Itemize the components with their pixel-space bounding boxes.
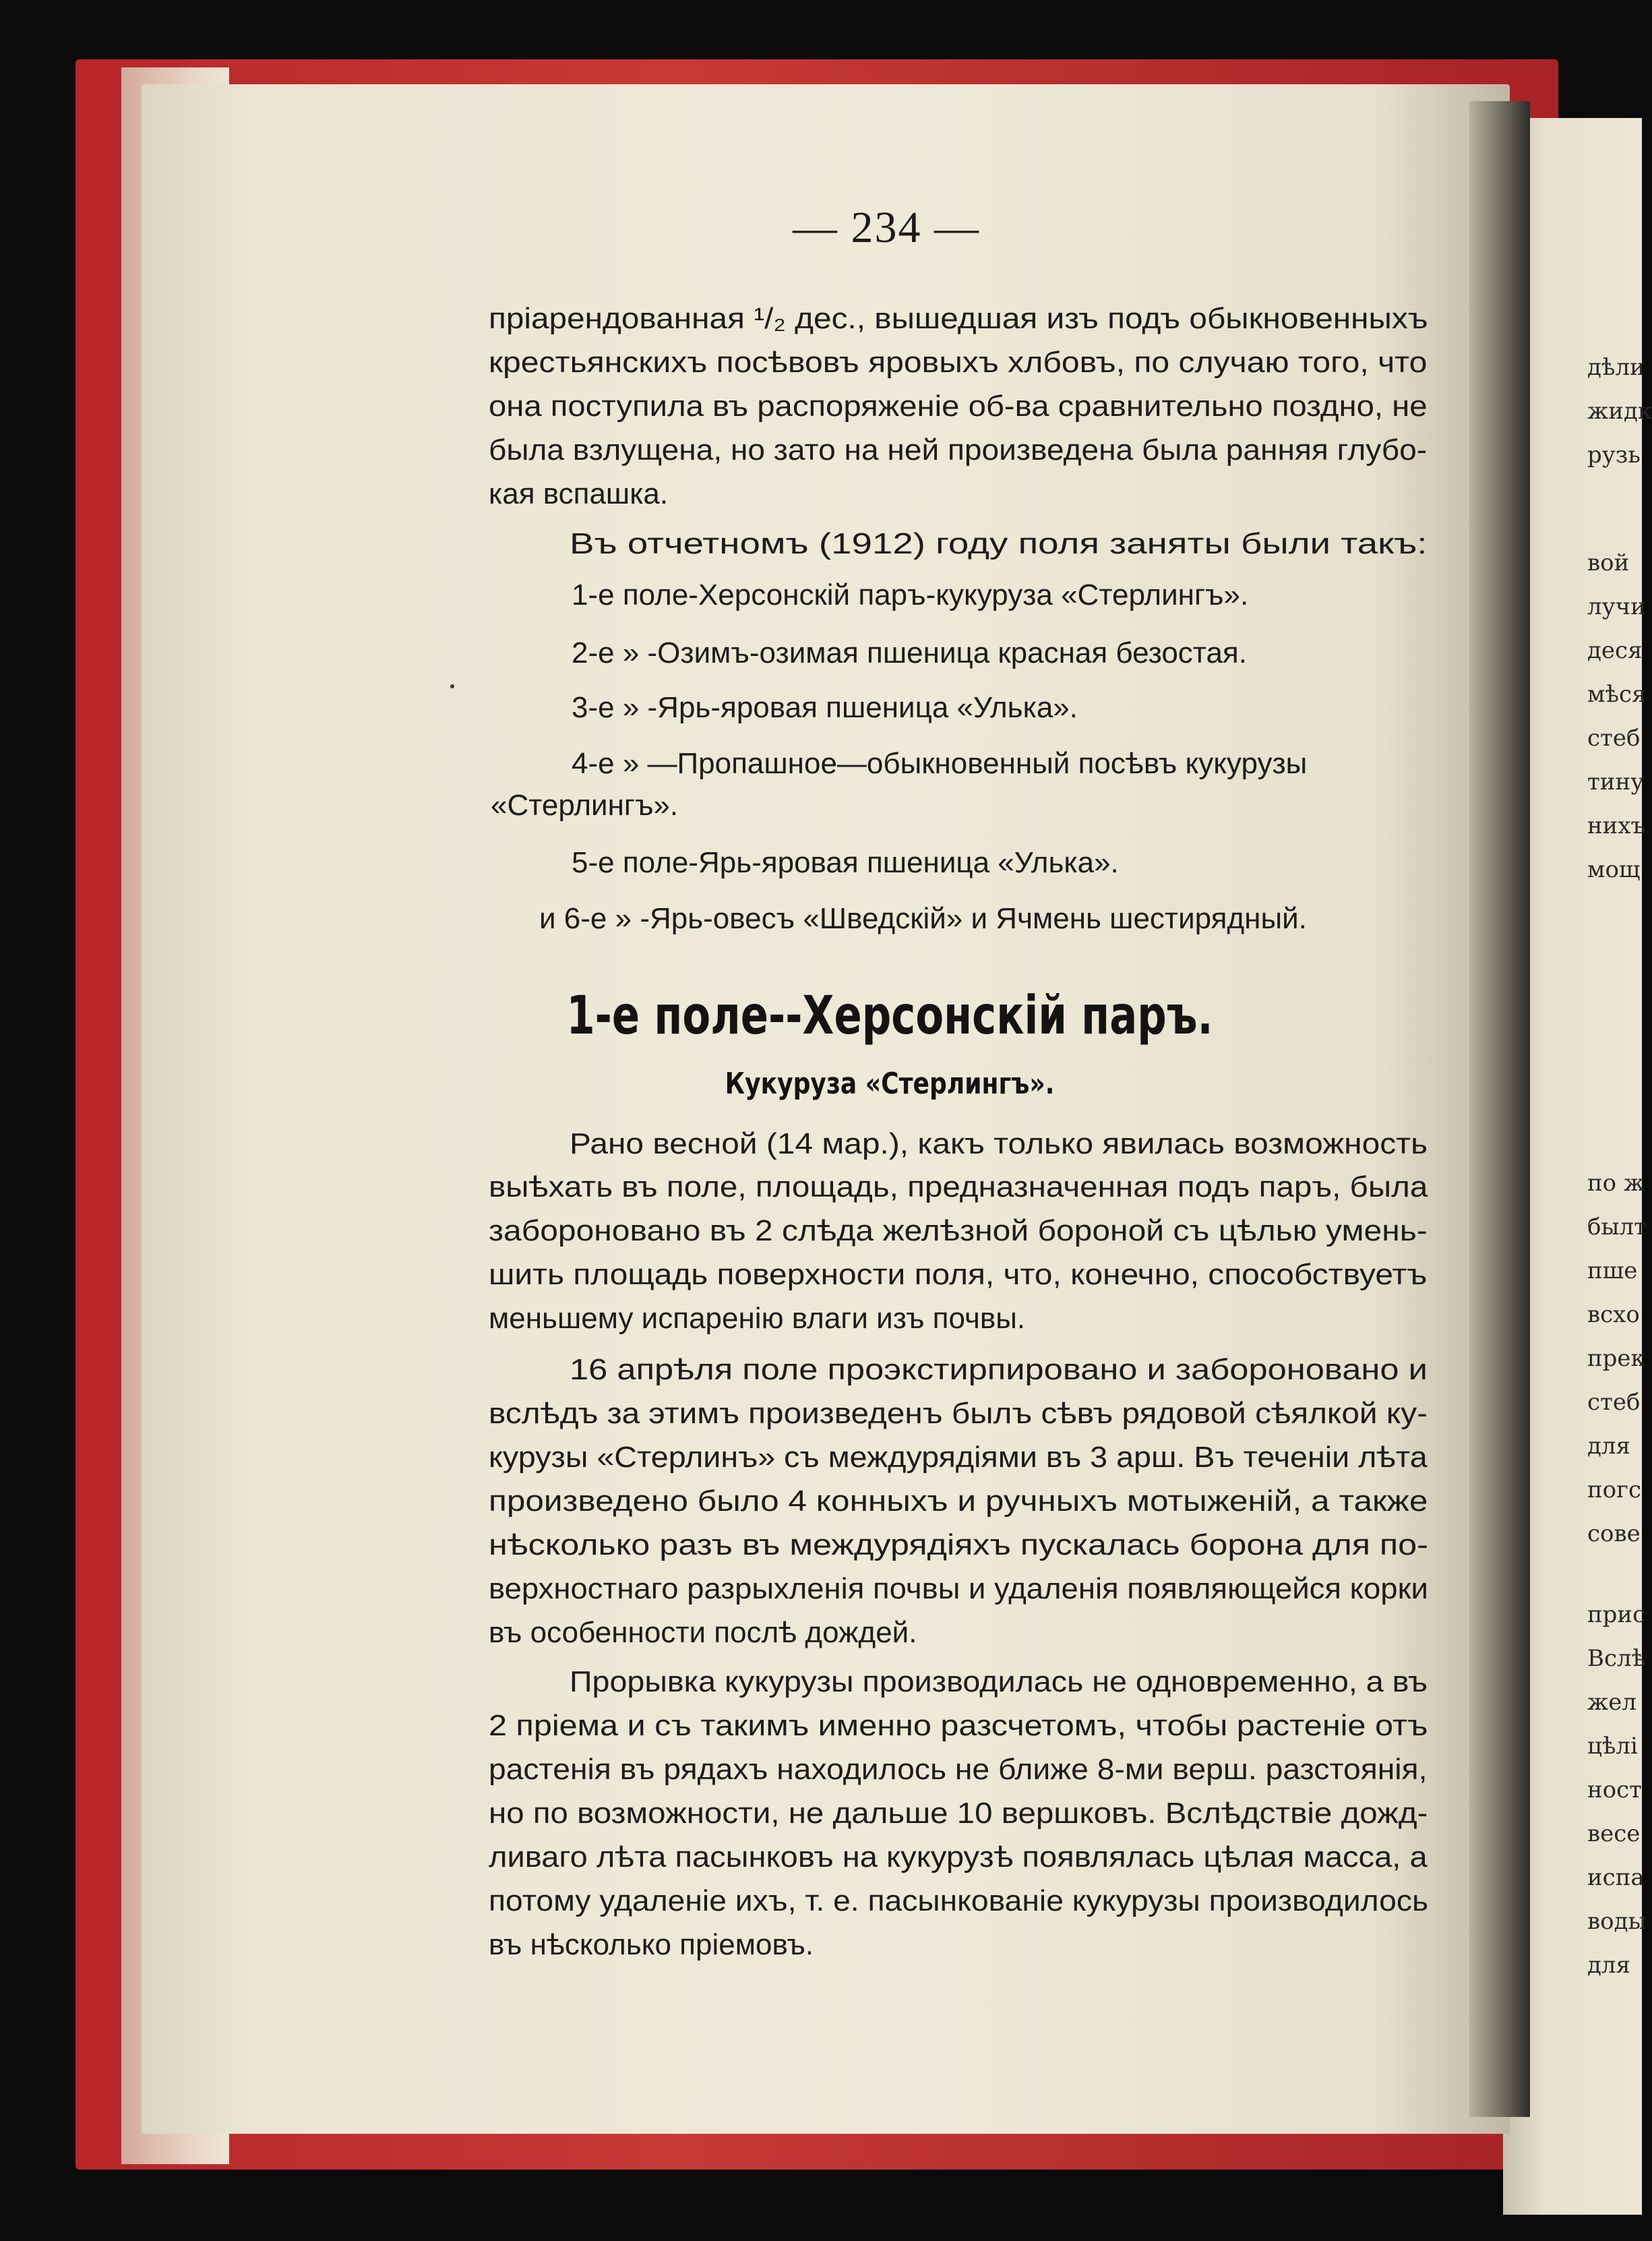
paragraph-line: верхностнаго разрыхленія почвы и удаленія появляющейся корки (489, 1572, 1428, 1605)
facing-page-fragment: весе (1587, 1820, 1641, 1847)
fields-intro: Въ отчетномъ (1912) году поля заняты были такъ: (570, 527, 1428, 560)
paragraph-line: выѣхать въ поле, площадь, предназначенная подъ паръ, была (489, 1170, 1428, 1203)
paragraph-line: Прорывка кукурузы производилась не одновременно, а въ (570, 1665, 1428, 1698)
facing-page-fragment: былт (1587, 1214, 1647, 1241)
paragraph-line: нѣсколько разъ въ междурядіяхъ пускалась борона для по- (489, 1528, 1428, 1561)
facing-page-fragment: вой (1587, 549, 1630, 576)
facing-page-fragment: прек (1587, 1345, 1645, 1372)
facing-page-fragment: погс (1587, 1476, 1641, 1503)
intro-line: пріарендованная ¹/₂ дес., вышедшая изъ подъ обыкновенныхъ (489, 302, 1428, 335)
facing-page-fragment: цѣлі (1587, 1733, 1638, 1760)
ink-speck (450, 684, 454, 688)
facing-page-fragment: стеб (1587, 725, 1641, 752)
facing-page-fragment: лучи (1587, 593, 1646, 620)
paragraph-line: 2 пріема и съ такимъ именно разсчетомъ, чтобы растеніе отъ (489, 1709, 1428, 1742)
facing-page-fragment: для (1587, 1433, 1630, 1460)
facing-page-fragment: воды (1587, 1908, 1647, 1935)
section-subtitle: Кукуруза «Стерлингъ». (725, 1067, 1055, 1101)
paragraph-line: въ особенности послѣ дождей. (489, 1616, 917, 1649)
facing-page-fragment: всхо (1587, 1301, 1640, 1328)
field-list-item: 4-е » —Пропашное—обыкновенный посѣвъ кукурузы (572, 747, 1308, 780)
intro-line: была взлущена, но зато на ней произведена была ранняя глубо- (489, 434, 1428, 467)
facing-page-fragment: Вслѣ (1587, 1645, 1646, 1672)
paragraph-line: потому удаленіе ихъ, т. е. пасынкованіе кукурузы производилось (489, 1884, 1429, 1917)
field-list-item: 2-е » -Озимъ-озимая пшеница красная безостая. (572, 636, 1247, 669)
facing-page-fragment: рузь (1587, 442, 1641, 469)
facing-page-fragment: сове (1587, 1520, 1641, 1547)
intro-line: крестьянскихъ посѣвовъ яровыхъ хлбовъ, по случаю того, что (489, 346, 1428, 379)
paragraph-line: шить площадь поверхности поля, что, конечно, способствуетъ (489, 1258, 1428, 1291)
facing-page-fragment: ност (1587, 1776, 1642, 1803)
field-list-item: «Стерлингъ». (491, 789, 679, 822)
facing-page-fragment: жел (1587, 1689, 1636, 1716)
facing-page-fragment: деся (1587, 637, 1643, 664)
paragraph-line: растенія въ рядахъ находилось не ближе 8-ми верш. разстоянія, (489, 1753, 1428, 1786)
section-title: 1-е поле--Херсонскій паръ. (566, 986, 1213, 1046)
facing-page-fragment: мѣся (1587, 681, 1647, 708)
field-list-item: 5-е поле-Ярь-яровая пшеница «Улька». (572, 846, 1119, 879)
field-list-item: 1-е поле-Херсонскій паръ-кукуруза «Стерлингъ». (572, 578, 1249, 611)
paragraph-line: курузы «Стерлинъ» съ междурядіями въ 3 арш. Въ теченіи лѣта (489, 1441, 1428, 1474)
facing-page-fragment: пше (1587, 1257, 1638, 1284)
facing-page-fragment: по ж (1587, 1170, 1645, 1197)
facing-page-fragment: дѣли (1587, 354, 1645, 381)
paragraph-line: Рано весной (14 мар.), какъ только явилась возможность (570, 1127, 1428, 1160)
facing-page-fragment: жидк (1587, 398, 1652, 425)
paragraph-line: въ нѣсколько пріемовъ. (489, 1928, 814, 1961)
paragraph-line: вслѣдъ за этимъ произведенъ былъ сѣвъ рядовой сѣялкой ку- (489, 1397, 1428, 1430)
page-number: — 234 — (793, 203, 980, 252)
facing-page-fragment: для (1587, 1952, 1630, 1979)
facing-page-fragment: мощ (1587, 856, 1641, 883)
field-list-item: и 6-е » -Ярь-овесъ «Шведскій» и Ячмень шестирядный. (539, 902, 1307, 935)
paragraph-line: 16 апрѣля поле проэкстирпировано и забороновано и (570, 1353, 1428, 1386)
paragraph-line: меньшему испаренію влаги изъ почвы. (489, 1302, 1026, 1335)
page-gutter-shadow (1469, 101, 1530, 2117)
facing-page-fragment: прис (1587, 1601, 1646, 1628)
paragraph-line: произведено было 4 конныхъ и ручныхъ мотыженій, а также (489, 1485, 1428, 1518)
paragraph-line: забороновано въ 2 слѣда желѣзной бороной съ цѣлью умень- (489, 1214, 1428, 1247)
facing-page-fragment: стеб (1587, 1389, 1641, 1416)
facing-page-fragment: испа (1587, 1864, 1645, 1891)
paragraph-line: ливаго лѣта пасынковъ на кукурузѣ появлялась цѣлая масса, а (489, 1841, 1428, 1874)
intro-line: она поступила въ распоряженіе об-ва сравнительно поздно, не (489, 390, 1428, 423)
intro-line: кая вспашка. (489, 477, 669, 510)
field-list-item: 3-е » -Ярь-яровая пшеница «Улька». (572, 691, 1078, 724)
paragraph-line: но по возможности, не дальше 10 вершковъ. Вслѣдствіе дожд- (489, 1797, 1428, 1830)
facing-page-fragment: нихъ (1587, 812, 1646, 839)
facing-page-fragment: тину (1587, 769, 1645, 796)
